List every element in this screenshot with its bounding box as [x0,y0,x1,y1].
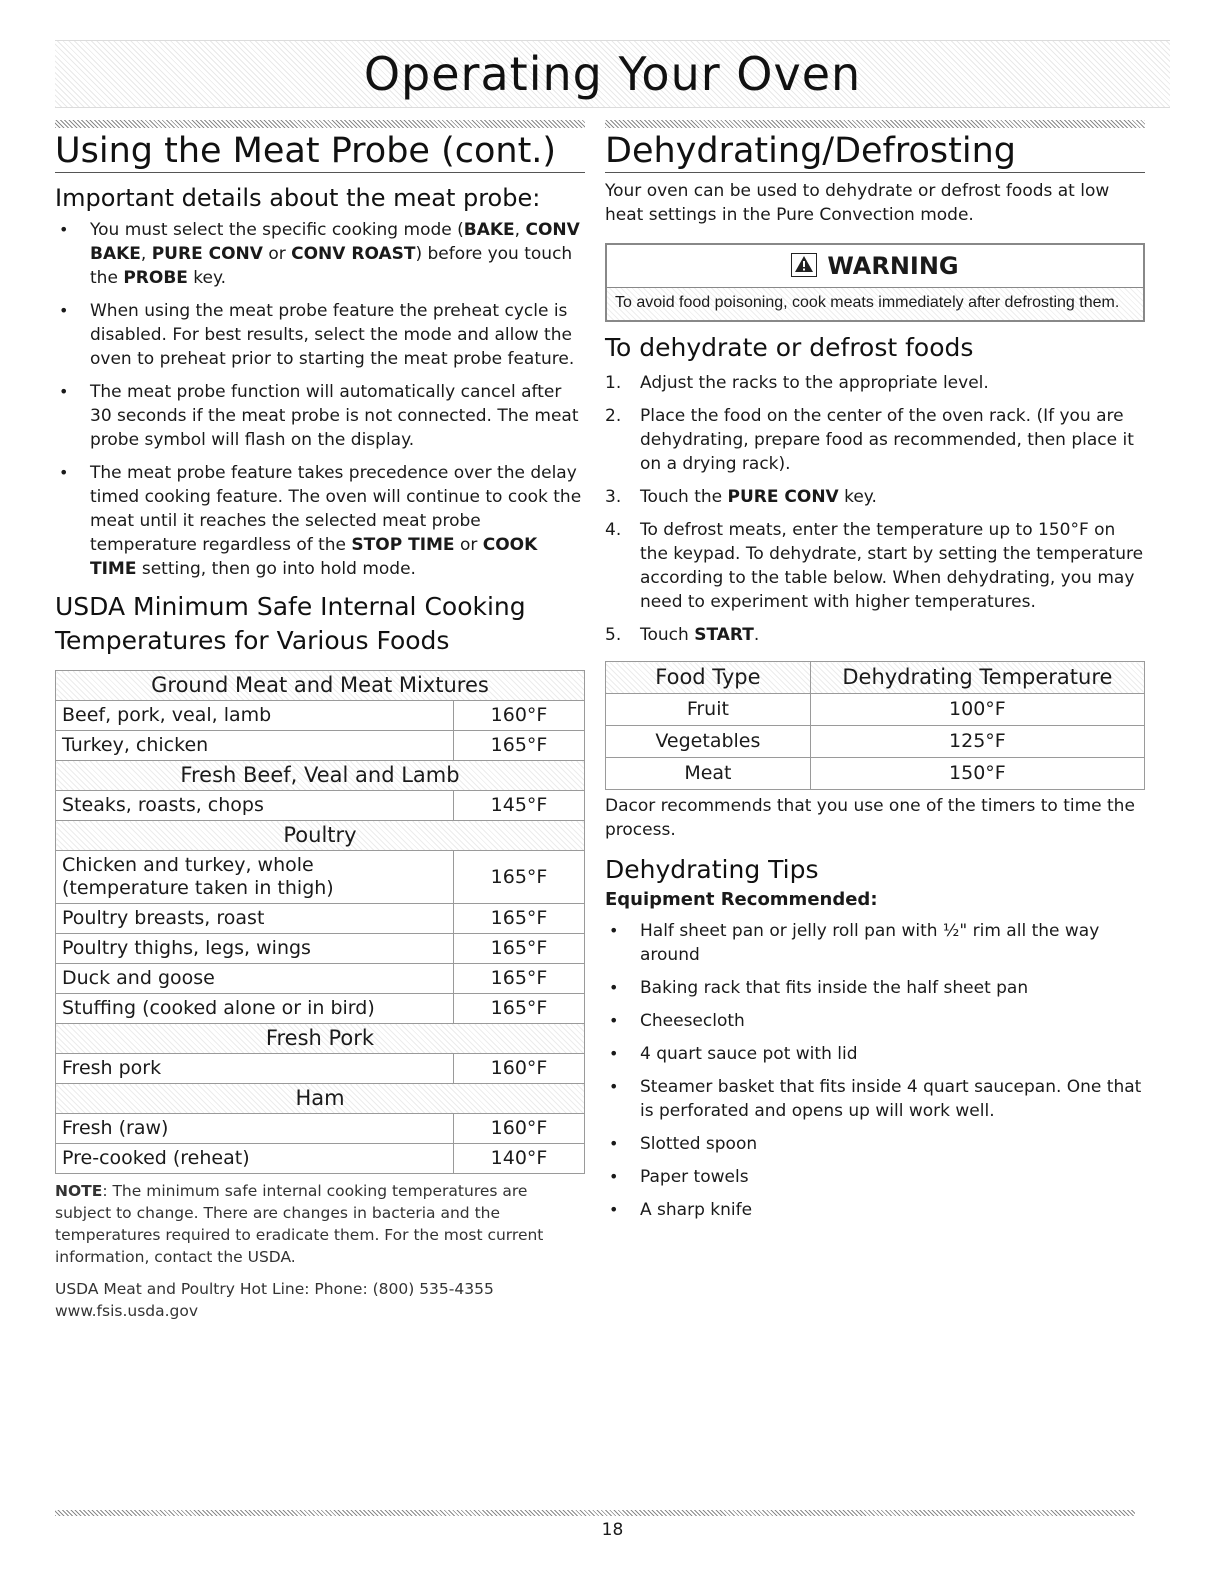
food-cell: Steaks, roasts, chops [56,791,454,821]
usda-temperature-table [55,670,585,1174]
usda-heading: USDA Minimum Safe Internal Cooking Temperatures for Various Foods [55,592,526,655]
table-row [56,1084,585,1114]
note-label: NOTE [55,1182,103,1200]
temp-cell: 165°F [454,904,585,934]
food-line: Chicken and turkey, whole [62,854,314,876]
food-cell: Pre-cooked (reheat) [56,1144,454,1174]
steps-heading: To dehydrate or defrost foods [605,333,974,362]
food-cell: Meat [606,758,811,790]
step-key: PURE CONV [727,487,839,507]
step-text: . [753,625,760,645]
step-text: Adjust the racks to the appropriate level. [640,373,989,393]
food-cell: Stuffing (cooked alone or in bird) [56,994,454,1024]
section-rule [55,120,585,128]
temp-cell: 160°F [454,1054,585,1084]
food-cell: Vegetables [606,726,811,758]
food-cell: Beef, pork, veal, lamb [56,701,454,731]
food-cell: Fruit [606,694,811,726]
table-row [56,1024,585,1054]
temp-cell: 165°F [454,851,585,904]
warning-box [605,243,1145,322]
table-row [606,726,1145,758]
list-item: • Half sheet pan or jelly roll pan with ½" rim all the way around [605,919,1145,967]
list-item [605,371,1145,395]
category-cell: Poultry [56,821,585,851]
dehydrating-table [605,661,1145,790]
table-row [56,731,585,761]
food-cell [56,851,454,904]
timer-recommendation: Dacor recommends that you use one of the timers to time the process. [605,796,1135,840]
list-item: • Cheesecloth [605,1009,1145,1033]
column-header: Food Type [606,662,811,694]
list-item: • When using the meat probe feature the preheat cycle is disabled. For best results, select the mode and allow the oven to preheat prior to starting the meat probe feature. [55,299,585,371]
list-item [605,404,1145,476]
food-cell: Fresh (raw) [56,1114,454,1144]
section-rule [605,120,1145,128]
meat-probe-subheading: Important details about the meat probe: [55,184,541,212]
column-header: Dehydrating Temperature [810,662,1144,694]
list-item: • You must select the specific cooking mode (BAKE, CONV BAKE, PURE CONV or CONV ROAST) before you touch the PROBE key. [55,218,585,290]
category-cell: Fresh Beef, Veal and Lamb [56,761,585,791]
list-item: • Steamer basket that fits inside 4 quart saucepan. One that is perforated and opens up will work well. [605,1075,1145,1123]
equipment-list [605,919,1145,1222]
footer-rule [55,1510,1135,1516]
table-row [56,1054,585,1084]
table-row [56,851,585,904]
dehydrating-heading: Dehydrating/Defrosting [605,130,1145,173]
step-number: 2. [605,406,622,426]
list-item [605,518,1145,614]
step-text: To defrost meats, enter the temperature up to 150°F on the keypad. To dehydrate, start by setting the temperature according to the table below. When dehydrating, you may need to experiment with higher temperatures. [640,520,1144,612]
left-column [55,120,585,1322]
right-column [605,120,1145,1231]
category-cell: Ham [56,1084,585,1114]
temp-cell: 160°F [454,1114,585,1144]
step-number: 4. [605,520,622,540]
table-header-row [606,662,1145,694]
table-row [56,821,585,851]
list-item: • A sharp knife [605,1198,1145,1222]
warning-text: To avoid food poisoning, cook meats immediately after defrosting them. [607,288,1143,320]
warning-header [607,245,1143,288]
usda-website: www.fsis.usda.gov [55,1302,199,1320]
temp-cell: 100°F [810,694,1144,726]
table-row [56,791,585,821]
table-row [56,1144,585,1174]
food-cell: Turkey, chicken [56,731,454,761]
table-row [56,904,585,934]
page-number: 18 [601,1520,624,1540]
temp-cell: 165°F [454,994,585,1024]
note-text: : The minimum safe internal cooking temperatures are subject to change. There are changes in bacteria and the temperatures required to eradicate them. For the most current information, contact the USDA. [55,1182,544,1266]
step-text: Touch the [640,487,728,507]
temp-cell: 165°F [454,934,585,964]
step-key: START [694,625,754,645]
warning-title: WARNING [827,252,959,280]
food-cell: Fresh pork [56,1054,454,1084]
table-row [606,694,1145,726]
temp-cell: 125°F [810,726,1144,758]
temp-cell: 140°F [454,1144,585,1174]
step-number: 5. [605,625,622,645]
list-item: • Paper towels [605,1165,1145,1189]
step-text: key. [838,487,877,507]
table-row [56,701,585,731]
food-cell: Poultry breasts, roast [56,904,454,934]
table-row [56,934,585,964]
table-row [606,758,1145,790]
temp-cell: 150°F [810,758,1144,790]
table-row [56,761,585,791]
table-row [56,1114,585,1144]
step-text: Place the food on the center of the oven rack. (If you are dehydrating, prepare food as recommended, then place it on a drying rack). [640,406,1134,474]
temp-cell: 165°F [454,964,585,994]
temp-cell: 145°F [454,791,585,821]
step-number: 3. [605,487,622,507]
list-item: • The meat probe feature takes precedence over the delay timed cooking feature. The oven will continue to cook the meat until it reaches the selected meat probe temperature regardless of the STOP TIME or COOK TIME setting, then go into hold mode. [55,461,585,581]
temp-cell: 160°F [454,701,585,731]
warning-icon [791,253,817,277]
list-item [605,623,1145,647]
page-banner [55,40,1170,108]
food-cell: Duck and goose [56,964,454,994]
category-cell: Fresh Pork [56,1024,585,1054]
food-cell: Poultry thighs, legs, wings [56,934,454,964]
list-item: • Baking rack that fits inside the half sheet pan [605,976,1145,1000]
page-title: Operating Your Oven [363,47,862,101]
dehydrating-intro: Your oven can be used to dehydrate or defrost foods at low heat settings in the Pure Convection mode. [605,181,1110,225]
table-row [56,994,585,1024]
tips-heading: Dehydrating Tips [605,855,819,884]
usda-note [55,1180,585,1268]
list-item: • Slotted spoon [605,1132,1145,1156]
step-text: Touch [640,625,695,645]
category-cell: Ground Meat and Meat Mixtures [56,671,585,701]
list-item: • The meat probe function will automatically cancel after 30 seconds if the meat probe is not connected. The meat probe symbol will flash on the display. [55,380,585,452]
step-number: 1. [605,373,622,393]
meat-probe-details-list [55,218,585,581]
table-row [56,964,585,994]
food-line: (temperature taken in thigh) [62,877,334,899]
steps-list [605,371,1145,647]
usda-hotline: USDA Meat and Poultry Hot Line: Phone: (800) 535-4355 [55,1280,494,1298]
equipment-heading: Equipment Recommended: [605,889,878,910]
meat-probe-heading: Using the Meat Probe (cont.) [55,130,585,173]
list-item: • 4 quart sauce pot with lid [605,1042,1145,1066]
table-row [56,671,585,701]
list-item [605,485,1145,509]
temp-cell: 165°F [454,731,585,761]
